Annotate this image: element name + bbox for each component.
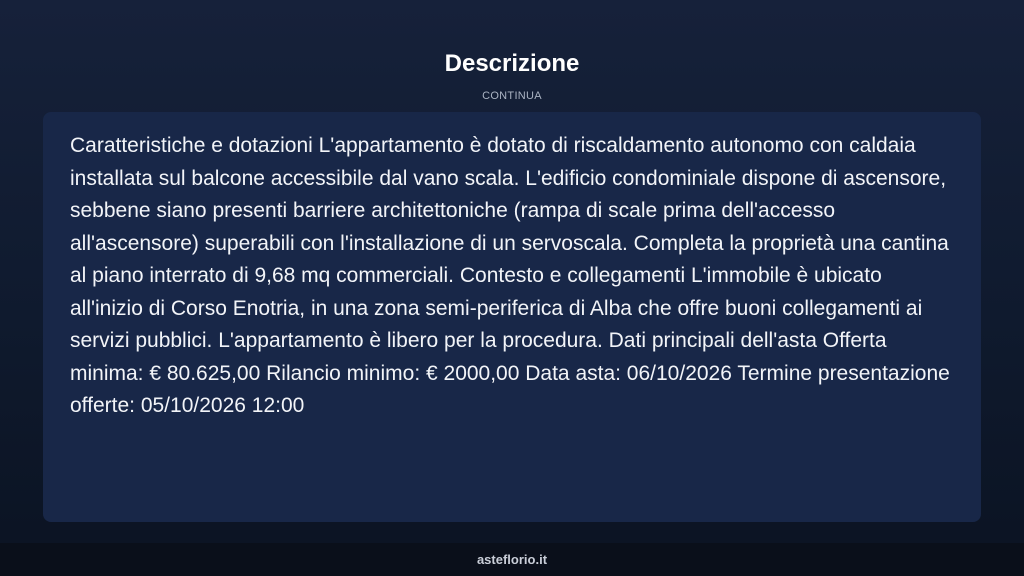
page-subtitle: CONTINUA <box>482 90 542 102</box>
footer <box>0 543 1024 576</box>
description-text: Caratteristiche e dotazioni L'appartamento è dotato di riscaldamento autonomo con caldaia installata sul balcone accessibile dal vano scala. L'edificio condominiale dispone di ascensore, sebbene siano presenti barriere architettoniche (rampa di scale prima dell'accesso all'ascensore) superabili con l'installazione di un servoscala. Completa la proprietà una cantina al piano interrato di 9,68 mq commerciali. Contesto e collegamenti L'immobile è ubicato all'inizio di Corso Enotria, in una zona semi-periferica di Alba che offre buoni collegamenti ai servizi pubblici. L'appartamento è libero per la procedura. Dati principali dell'asta Offerta minima: € 80.625,00 Rilancio minimo: € 2000,00 Data asta: 06/10/2026 Termine presentazione offerte: 05/10/2026 12:00 <box>70 134 950 417</box>
page-title: Descrizione <box>444 50 580 77</box>
description-card <box>43 112 981 522</box>
footer-site-name: asteflorio.it <box>476 552 548 567</box>
